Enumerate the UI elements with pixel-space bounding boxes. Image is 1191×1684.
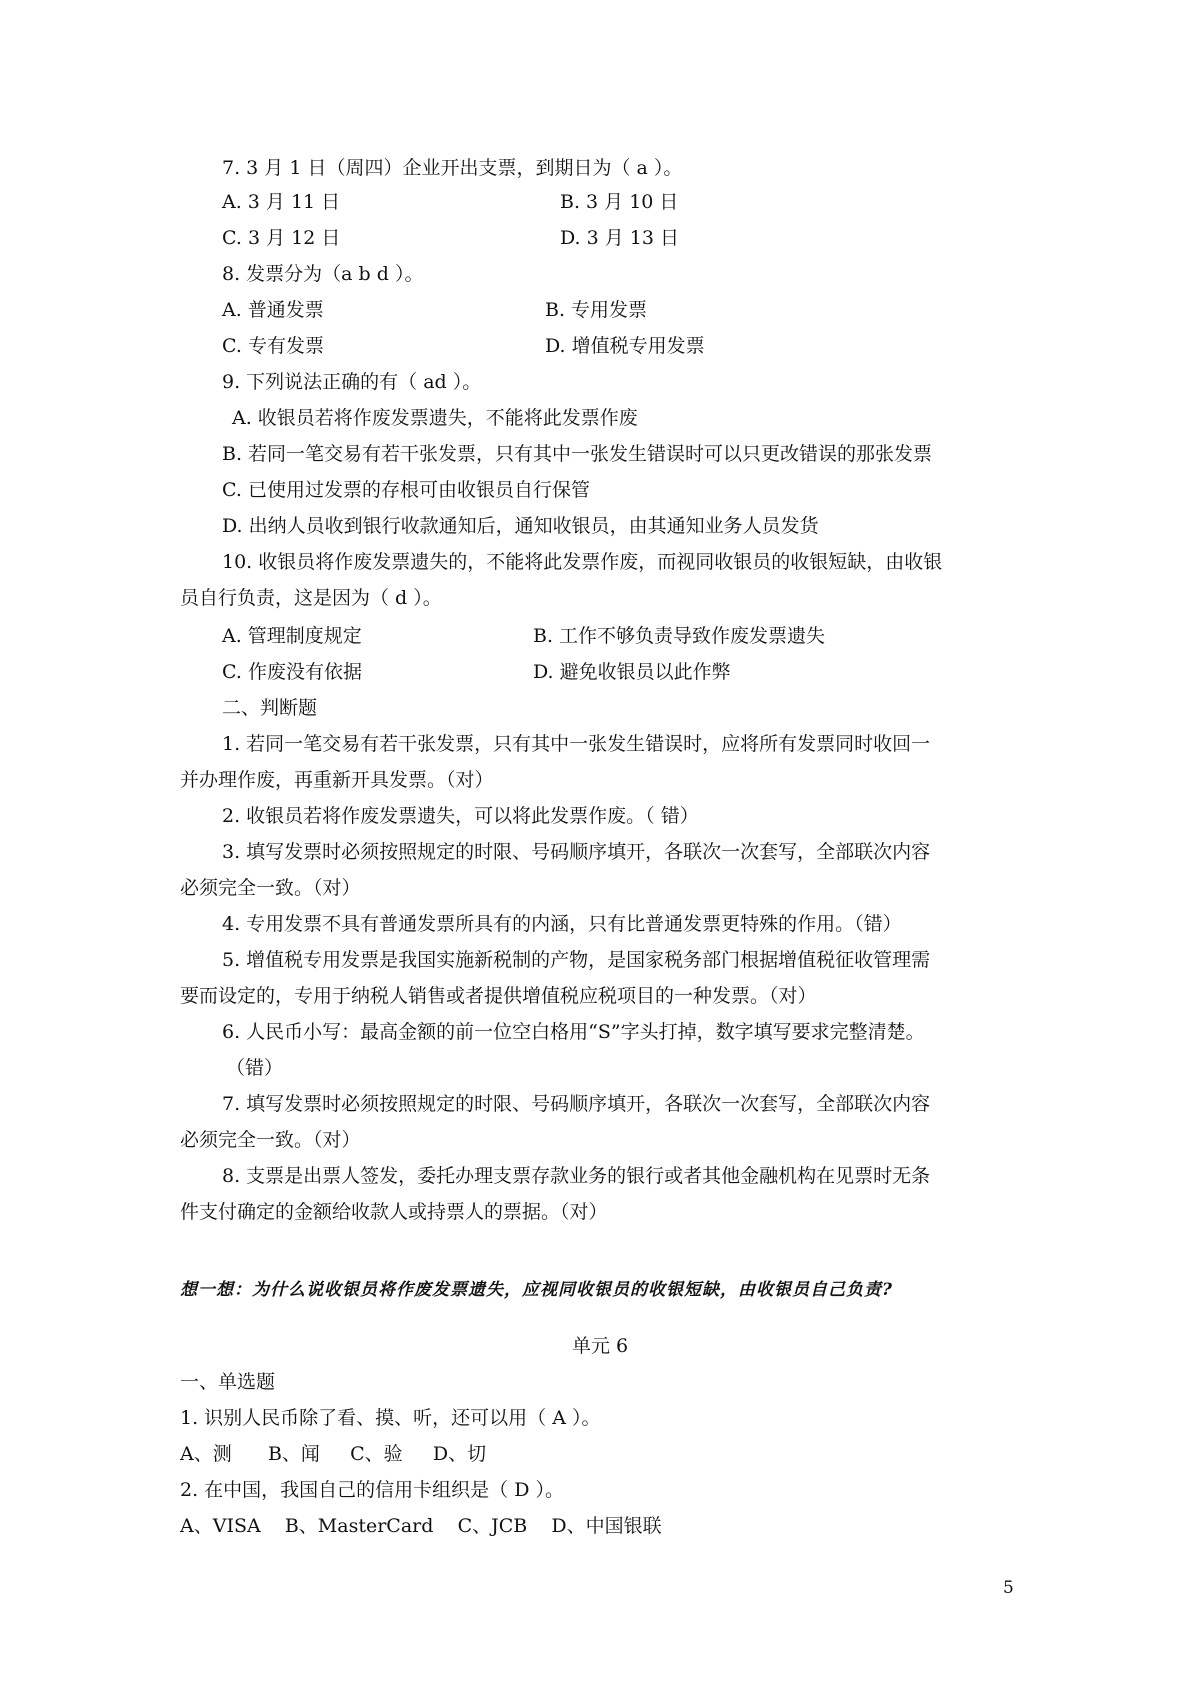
question-7-option-c: C. 3 月 12 日 [222,227,341,249]
question-7-option-d: D. 3 月 13 日 [560,227,680,249]
question-8-option-b: B. 专用发票 [545,299,648,321]
tf-item-7-line-1: 7. 填写发票时必须按照规定的时限、号码顺序填开，各联次一次套写，全部联次内容 [222,1093,931,1115]
question-10-option-c: C. 作废没有依据 [222,661,362,683]
tf-item-8-line-2: 件支付确定的金额给收款人或持票人的票据。（对） [180,1201,608,1223]
unit-6-question-1-options: A、测 B、闻 C、验 D、切 [180,1443,487,1465]
unit-6-question-2: 2. 在中国，我国自己的信用卡组织是（ D ）。 [180,1479,564,1501]
unit-6-title: 单元 6 [572,1335,629,1357]
unit-6-section-heading: 一、单选题 [180,1371,276,1393]
question-10-option-a: A. 管理制度规定 [222,625,362,647]
page-number: 5 [1003,1578,1014,1598]
tf-item-6-line-2: （错） [226,1057,284,1079]
question-9: 9. 下列说法正确的有（ ad ）。 [222,371,482,393]
unit-6-question-2-options: A、VISA B、MasterCard C、JCB D、中国银联 [180,1515,662,1537]
question-8-option-a: A. 普通发票 [222,299,324,321]
question-9-option-d: D. 出纳人员收到银行收款通知后，通知收银员，由其通知业务人员发货 [222,515,819,537]
question-8-option-c: C. 专有发票 [222,335,324,357]
tf-item-3-line-2: 必须完全一致。（对） [180,877,361,899]
question-7: 7. 3 月 1 日（周四）企业开出支票，到期日为（ a ）。 [222,157,683,179]
tf-item-4: 4. 专用发票不具有普通发票所具有的内涵，只有比普通发票更特殊的作用。（错） [222,913,902,935]
question-10-line-2: 员自行负责，这是因为（ d ）。 [180,587,442,609]
question-8-option-d: D. 增值税专用发票 [545,335,705,357]
question-10-option-b: B. 工作不够负责导致作废发票遗失 [533,625,826,647]
think-question: 想一想：为什么说收银员将作废发票遗失，应视同收银员的收银短缺，由收银员自己负责? [180,1280,893,1300]
question-10-option-d: D. 避免收银员以此作弊 [533,661,731,683]
question-7-option-b: B. 3 月 10 日 [560,191,679,213]
tf-item-6-line-1: 6. 人民币小写：最高金额的前一位空白格用“S”字头打掉，数字填写要求完整清楚。 [222,1021,925,1043]
tf-item-1-line-1: 1. 若同一笔交易有若干张发票，只有其中一张发生错误时，应将所有发票同时收回一 [222,733,931,755]
question-8: 8. 发票分为（a b d ）。 [222,263,424,285]
true-false-heading: 二、判断题 [222,697,318,719]
tf-item-2: 2. 收银员若将作废发票遗失，可以将此发票作废。（ 错） [222,805,699,827]
tf-item-1-line-2: 并办理作废，再重新开具发票。（对） [180,769,494,791]
question-10-line-1: 10. 收银员将作废发票遗失的，不能将此发票作废，而视同收银员的收银短缺，由收银 [222,551,943,573]
question-7-option-a: A. 3 月 11 日 [222,191,341,213]
question-9-option-c: C. 已使用过发票的存根可由收银员自行保管 [222,479,590,501]
unit-6-question-1: 1. 识别人民币除了看、摸、听，还可以用（ A ）。 [180,1407,601,1429]
tf-item-7-line-2: 必须完全一致。（对） [180,1129,361,1151]
tf-item-5-line-1: 5. 增值税专用发票是我国实施新税制的产物，是国家税务部门根据增值税征收管理需 [222,949,931,971]
tf-item-3-line-1: 3. 填写发票时必须按照规定的时限、号码顺序填开，各联次一次套写，全部联次内容 [222,841,931,863]
tf-item-8-line-1: 8. 支票是出票人签发，委托办理支票存款业务的银行或者其他金融机构在见票时无条 [222,1165,931,1187]
question-9-option-b: B. 若同一笔交易有若干张发票，只有其中一张发生错误时可以只更改错误的那张发票 [222,443,933,465]
question-9-option-a: A. 收银员若将作废发票遗失，不能将此发票作废 [232,407,638,429]
tf-item-5-line-2: 要而设定的，专用于纳税人销售或者提供增值税应税项目的一种发票。（对） [180,985,817,1007]
